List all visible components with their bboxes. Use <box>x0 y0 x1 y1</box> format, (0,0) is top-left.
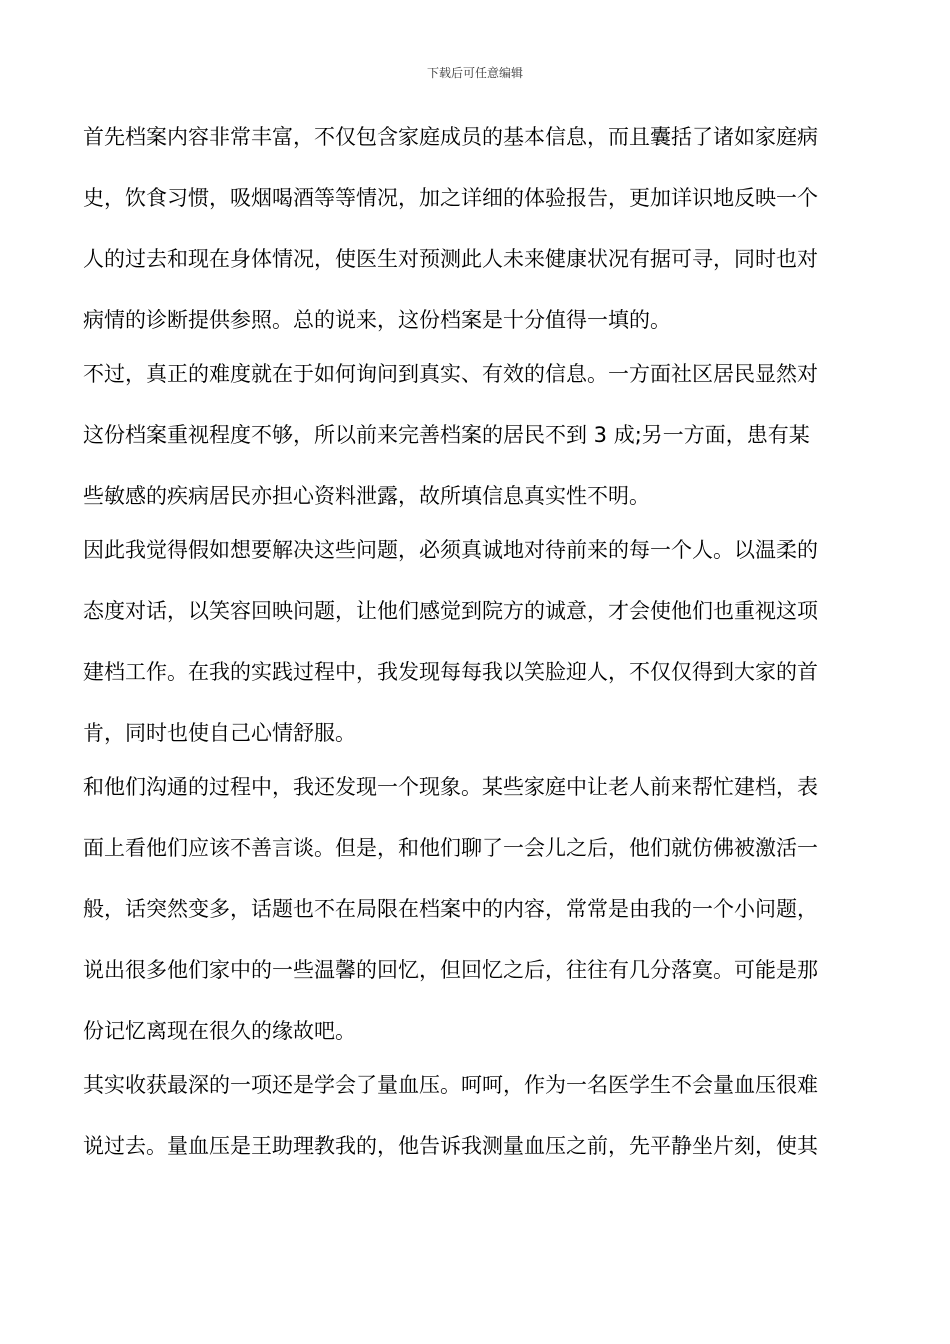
document-body <box>83 114 871 1184</box>
text-line: 史，饮食习惯，吸烟喝酒等等情况，加之详细的体验报告，更加详识地反映一个 <box>83 186 818 210</box>
page-header: 下载后可任意编辑 <box>426 66 523 80</box>
text-line: 说过去。量血压是王助理教我的，他告诉我测量血压之前，先平静坐片刻，使其 <box>83 1134 818 1158</box>
text-line: 这份档案重视程度不够，所以前来完善档案的居民不到 3 成;另一方面，患有某 <box>83 423 810 447</box>
text-line: 面上看他们应该不善言谈。但是，和他们聊了一会儿之后，他们就仿佛被激活一 <box>83 836 818 860</box>
text-line: 人的过去和现在身体情况，使医生对预测此人未来健康状况有据可寻，同时也对 <box>83 247 818 271</box>
text-line: 首先档案内容非常丰富，不仅包含家庭成员的基本信息，而且囊括了诸如家庭病 <box>83 125 818 149</box>
text-line: 建档工作。在我的实践过程中，我发现每每我以笑脸迎人，不仅仅得到大家的首 <box>83 660 818 684</box>
text-line: 些敏感的疾病居民亦担心资料泄露，故所填信息真实性不明。 <box>83 484 650 508</box>
text-line: 态度对话，以笑容回映问题，让他们感觉到院方的诚意，才会使他们也重视这项 <box>83 599 818 623</box>
text-line: 不过，真正的难度就在于如何询问到真实、有效的信息。一方面社区居民显然对 <box>83 362 818 386</box>
text-line: 因此我觉得假如想要解决这些问题，必须真诚地对待前来的每一个人。以温柔的 <box>83 538 818 562</box>
text-line: 病情的诊断提供参照。总的说来，这份档案是十分值得一填的。 <box>83 308 671 332</box>
text-line: 其实收获最深的一项还是学会了量血压。呵呵，作为一名医学生不会量血压很难 <box>83 1073 818 1097</box>
text-line: 般，话突然变多，话题也不在局限在档案中的内容，常常是由我的一个小问题， <box>83 897 818 921</box>
text-line: 肯，同时也使自己心情舒服。 <box>83 721 356 745</box>
text-line: 说出很多他们家中的一些温馨的回忆，但回忆之后，往往有几分落寞。可能是那 <box>83 958 818 982</box>
text-line: 份记忆离现在很久的缘故吧。 <box>83 1019 356 1043</box>
text-line: 和他们沟通的过程中，我还发现一个现象。某些家庭中让老人前来帮忙建档，表 <box>83 775 818 799</box>
